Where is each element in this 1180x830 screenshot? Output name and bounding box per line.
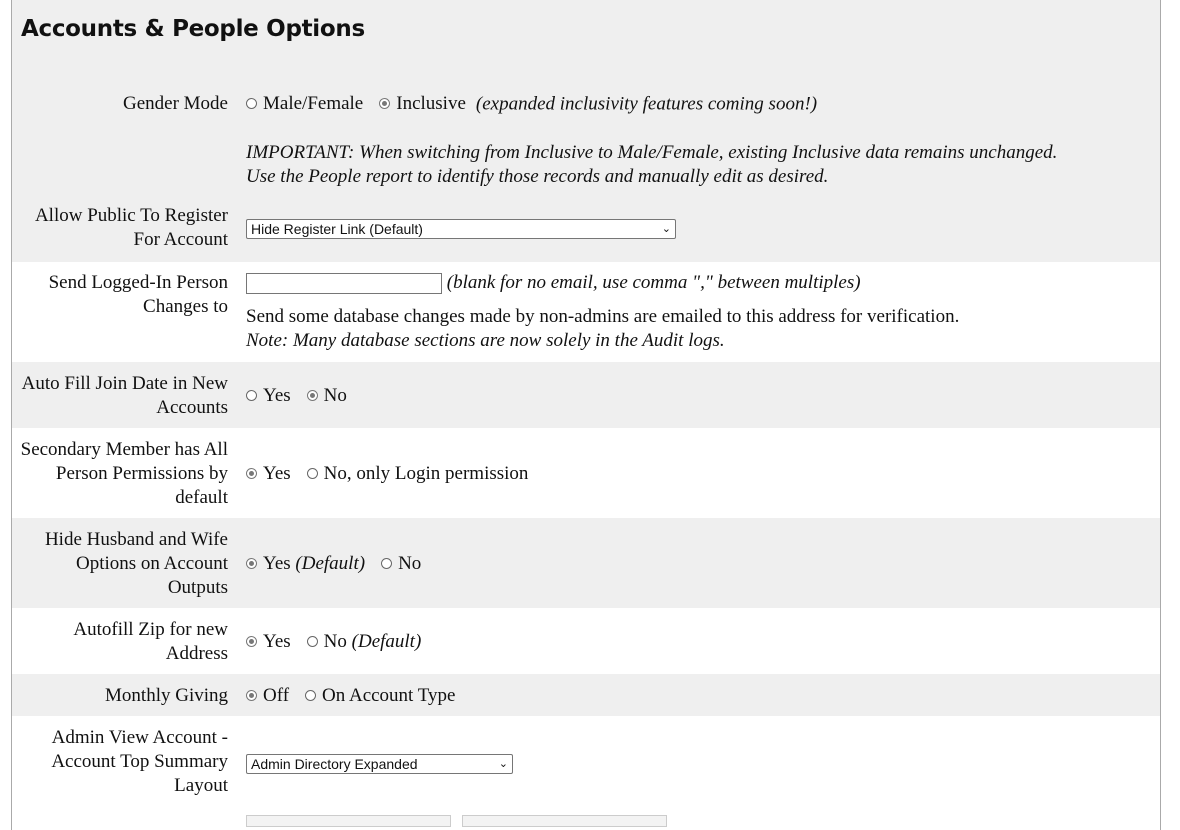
- partial-control: [246, 815, 451, 827]
- zip-no-radio[interactable]: [307, 630, 422, 654]
- gender-important-note: IMPORTANT: When switching from Inclusive to Male/Female, existing Inclusive data remains unchanged. Use the People report to identify those records and manually edit as desired.: [246, 141, 1058, 187]
- option-label: No: [398, 553, 422, 574]
- send-changes-label: Send Logged-In Person Changes to: [48, 272, 228, 317]
- monthly-on-radio[interactable]: [305, 684, 455, 708]
- monthly-off-radio[interactable]: [246, 684, 289, 708]
- monthly-giving-row: [12, 674, 1160, 716]
- send-changes-hint: (blank for no email, use comma "," between multiples): [446, 272, 861, 293]
- send-changes-value: [228, 271, 959, 362]
- option-label: Yes: [263, 553, 291, 574]
- option-label: Yes: [263, 463, 291, 484]
- send-changes-row: [12, 262, 1160, 362]
- register-label: Allow Public To Register For Account: [34, 205, 228, 250]
- select-value: Admin Directory Expanded: [251, 756, 418, 772]
- option-label: On Account Type: [322, 685, 456, 706]
- auto-join-yes-radio[interactable]: [246, 384, 291, 408]
- zip-yes-radio[interactable]: [246, 630, 291, 654]
- autofill-zip-label: Autofill Zip for new Address: [73, 619, 228, 664]
- radio-icon: [246, 98, 257, 109]
- radio-selected-icon: [246, 558, 257, 569]
- option-label: Yes: [263, 631, 291, 652]
- radio-selected-icon: [246, 690, 257, 701]
- send-changes-note: Note: Many database sections are now solely in the Audit logs.: [246, 330, 725, 351]
- hide-husband-wife-row: [12, 518, 1160, 608]
- radio-icon: [246, 390, 257, 401]
- radio-selected-icon: [379, 98, 390, 109]
- send-changes-note-wrapper: [246, 329, 959, 353]
- radio-icon: [381, 558, 392, 569]
- auto-join-value: [228, 372, 363, 428]
- secondary-label: Secondary Member has All Person Permissions by default: [20, 439, 228, 508]
- chevron-down-icon: ⌄: [661, 223, 671, 235]
- gender-inclusive-radio[interactable]: [379, 92, 466, 116]
- hide-husband-wife-label: Hide Husband and Wife Options on Account Outputs: [44, 529, 228, 598]
- option-label: No: [323, 385, 347, 406]
- register-row: [12, 196, 1160, 262]
- gender-mode-row: [12, 82, 1160, 196]
- partial-control: [462, 815, 667, 827]
- register-select[interactable]: [246, 219, 676, 239]
- hide-hw-no-radio[interactable]: [381, 552, 421, 576]
- select-value: Hide Register Link (Default): [251, 221, 423, 237]
- page-title: Accounts & People Options: [12, 0, 1160, 82]
- radio-icon: [307, 636, 318, 647]
- default-note: (Default): [351, 631, 422, 652]
- auto-join-label: Auto Fill Join Date in New Accounts: [21, 373, 228, 418]
- monthly-giving-value: [228, 684, 471, 716]
- radio-icon: [307, 468, 318, 479]
- option-label: No: [323, 631, 347, 652]
- option-label: No, only Login permission: [323, 463, 529, 484]
- gender-note: (expanded inclusivity features coming soon!): [475, 93, 818, 115]
- send-changes-desc: Send some database changes made by non-admins are emailed to this address for verification.: [246, 306, 960, 327]
- radio-icon: [305, 690, 316, 701]
- secondary-row: [12, 428, 1160, 518]
- option-label: Inclusive: [396, 93, 466, 114]
- secondary-no-radio[interactable]: [307, 462, 529, 486]
- autofill-zip-value: [228, 618, 437, 674]
- radio-selected-icon: [246, 636, 257, 647]
- admin-view-select[interactable]: [246, 754, 513, 774]
- accounts-options-panel: [11, 0, 1161, 830]
- auto-join-row: [12, 362, 1160, 428]
- hide-husband-wife-value: [228, 528, 437, 608]
- gender-mode-label: Gender Mode: [123, 93, 228, 114]
- secondary-value: [228, 438, 544, 518]
- secondary-yes-radio[interactable]: [246, 462, 291, 486]
- register-value: [228, 204, 676, 262]
- send-changes-email-input[interactable]: [246, 273, 442, 294]
- option-label: Off: [263, 685, 290, 706]
- option-label: Male/Female: [263, 93, 364, 114]
- radio-selected-icon: [307, 390, 318, 401]
- admin-view-label: Admin View Account - Account Top Summary Layout: [51, 727, 228, 796]
- autofill-zip-row: [12, 608, 1160, 674]
- auto-join-no-radio[interactable]: [307, 384, 347, 408]
- option-label: Yes: [263, 385, 291, 406]
- monthly-giving-label: Monthly Giving: [105, 685, 228, 706]
- radio-selected-icon: [246, 468, 257, 479]
- gender-male-female-radio[interactable]: [246, 92, 363, 116]
- hide-hw-yes-radio[interactable]: [246, 552, 365, 576]
- admin-view-value: [228, 726, 513, 816]
- gender-important-wrapper: [246, 141, 1066, 189]
- gender-mode-value: [228, 92, 1066, 196]
- default-note: (Default): [295, 553, 366, 574]
- admin-view-row: [12, 716, 1160, 816]
- chevron-down-icon: ⌄: [498, 758, 508, 770]
